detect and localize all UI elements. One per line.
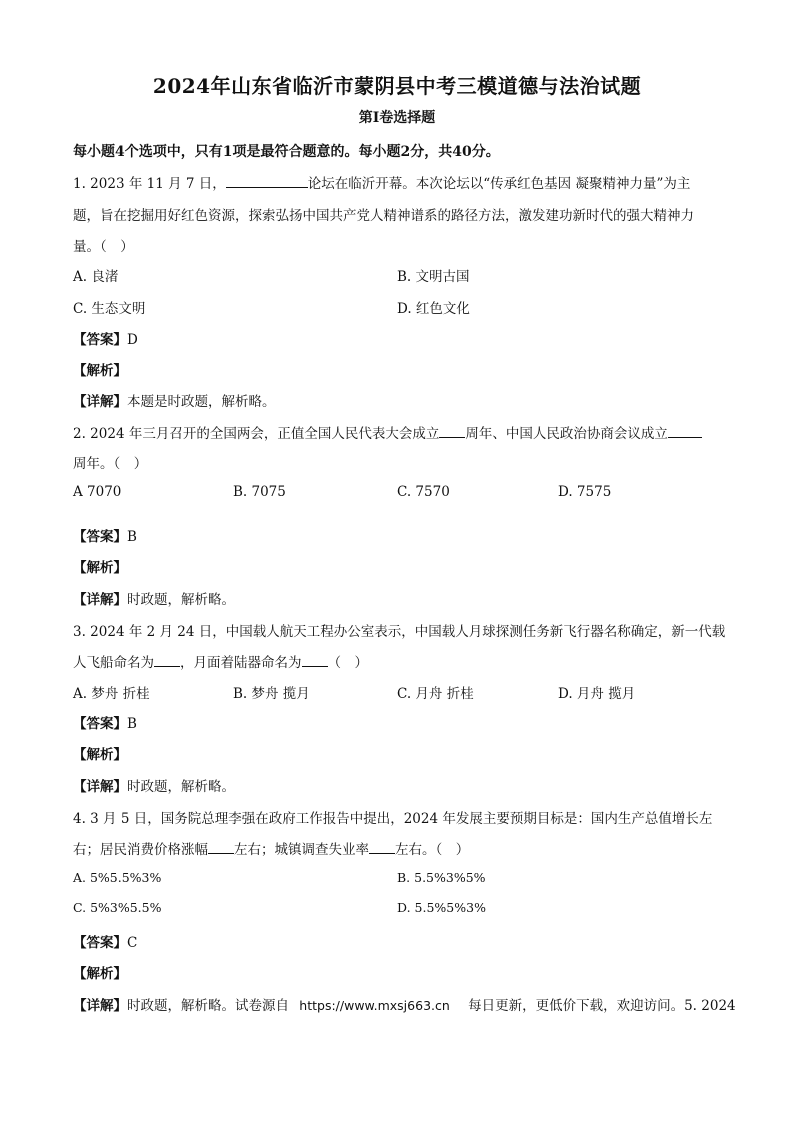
q3-text-c: （ ） [327,655,368,671]
q3-text-a: 人飞船命名为 [73,655,154,671]
q2-text-a: 2. 2024 年三月召开的全国两会，正值全国人民代表大会成立 [73,426,440,442]
q2-option-d: D. 7575 [558,484,612,500]
question-3-line-1: 3. 2024 年 2 月 24 日，中国载人航天工程办公室表示，中国载人月球探测任务新飞行器名称确定，新一代载 [73,624,726,640]
analysis-label: 【解析】 [73,560,127,576]
q4-option-c: C. 5%3%5.5% [73,900,162,915]
q4-answer-value: C [127,935,138,951]
question-1-line-1 [73,172,690,192]
q4-blank-1 [208,839,234,854]
answer-label: 【答案】 [73,716,127,732]
q1-option-b: B. 文明古国 [397,269,470,285]
page-title: 2024年山东省临沂市蒙阴县中考三模道德与法治试题 [152,74,642,98]
q4-text-c: 左右。（ ） [395,842,470,858]
q1-analysis [73,359,127,379]
q3-detail [73,775,235,795]
q1-blank [226,173,308,188]
q3-option-a: A. 梦舟 折桂 [73,686,150,702]
question-2-line-1 [73,422,702,442]
q4-analysis [73,962,127,982]
answer-label: 【答案】 [73,529,127,545]
q2-answer [73,525,137,545]
detail-label: 【详解】 [73,394,127,410]
q1-text-a: 1. 2023 年 11 月 7 日， [73,176,226,192]
q1-detail-text: 本题是时政题，解析略。 [127,394,276,410]
q3-answer [73,712,137,732]
q4-blank-2 [369,839,395,854]
q1-answer-value: D [127,332,138,348]
q1-option-d: D. 红色文化 [397,301,470,317]
q4-option-d: D. 5.5%5%3% [397,900,486,915]
q3-detail-text: 时政题，解析略。 [127,779,235,795]
q2-blank-2 [668,423,702,438]
question-1-line-2: 题，旨在挖掘用好红色资源，探索弘扬中国共产党人精神谱系的路径方法，激发建功新时代的强大精神力 [73,208,694,224]
q1-text-b: 论坛在临沂开幕。本次论坛以“传承红色基因 凝聚精神力量”为主 [307,176,691,192]
section-subtitle: 第Ⅰ卷选择题 [358,110,436,126]
q2-option-c: C. 7570 [397,484,450,500]
q3-answer-value: B [127,716,137,732]
detail-label: 【详解】 [73,779,127,795]
question-3-line-2 [73,651,368,671]
q2-detail [73,588,235,608]
q3-blank-1 [154,652,180,667]
question-2-line-2: 周年。（ ） [73,456,148,472]
q4-detail-text: 时政题，解析略。试卷源自 [127,998,289,1014]
question-4-line-2 [73,838,469,858]
analysis-label: 【解析】 [73,363,127,379]
q4-answer [73,931,137,951]
q3-text-b: ，月面着陆器命名为 [180,655,302,671]
q2-analysis [73,556,127,576]
section-instruction: 每小题4个选项中，只有1项是最符合题意的。每小题2分，共40分。 [73,144,500,160]
question-4-line-1: 4. 3 月 5 日，国务院总理李强在政府工作报告中提出，2024 年发展主要预期目标是：国内生产总值增长左 [73,811,713,827]
detail-label: 【详解】 [73,998,127,1014]
answer-label: 【答案】 [73,935,127,951]
q4-option-a: A. 5%5.5%3% [73,870,162,885]
q4-text-b: 左右；城镇调查失业率 [234,842,369,858]
q1-detail [73,390,276,410]
q4-text-a: 右；居民消费价格涨幅 [73,842,208,858]
q2-option-b: B. 7075 [233,484,286,500]
q2-answer-value: B [127,529,137,545]
q1-answer [73,328,138,348]
q4-tail-text: 每日更新，更低价下载，欢迎访问。5. 2024 [468,998,736,1014]
q1-option-a: A. 良渚 [73,269,119,285]
q2-blank-1 [439,423,465,438]
q3-analysis [73,743,127,763]
q3-option-d: D. 月舟 揽月 [558,686,636,702]
q3-option-c: C. 月舟 折桂 [397,686,474,702]
q2-detail-text: 时政题，解析略。 [127,592,235,608]
q2-option-a: A 7070 [73,484,122,500]
question-1-line-3: 量。（ ） [73,239,134,255]
analysis-label: 【解析】 [73,747,127,763]
q3-option-b: B. 梦舟 揽月 [233,686,310,702]
q4-detail [73,994,736,1014]
q3-blank-2 [302,652,328,667]
analysis-label: 【解析】 [73,966,127,982]
q4-option-b: B. 5.5%3%5% [397,870,486,885]
q1-option-c: C. 生态文明 [73,301,146,317]
detail-label: 【详解】 [73,592,127,608]
source-url-link[interactable]: https://www.mxsj663.cn [299,998,450,1013]
q2-text-b: 周年、中国人民政治协商会议成立 [465,426,668,442]
answer-label: 【答案】 [73,332,127,348]
